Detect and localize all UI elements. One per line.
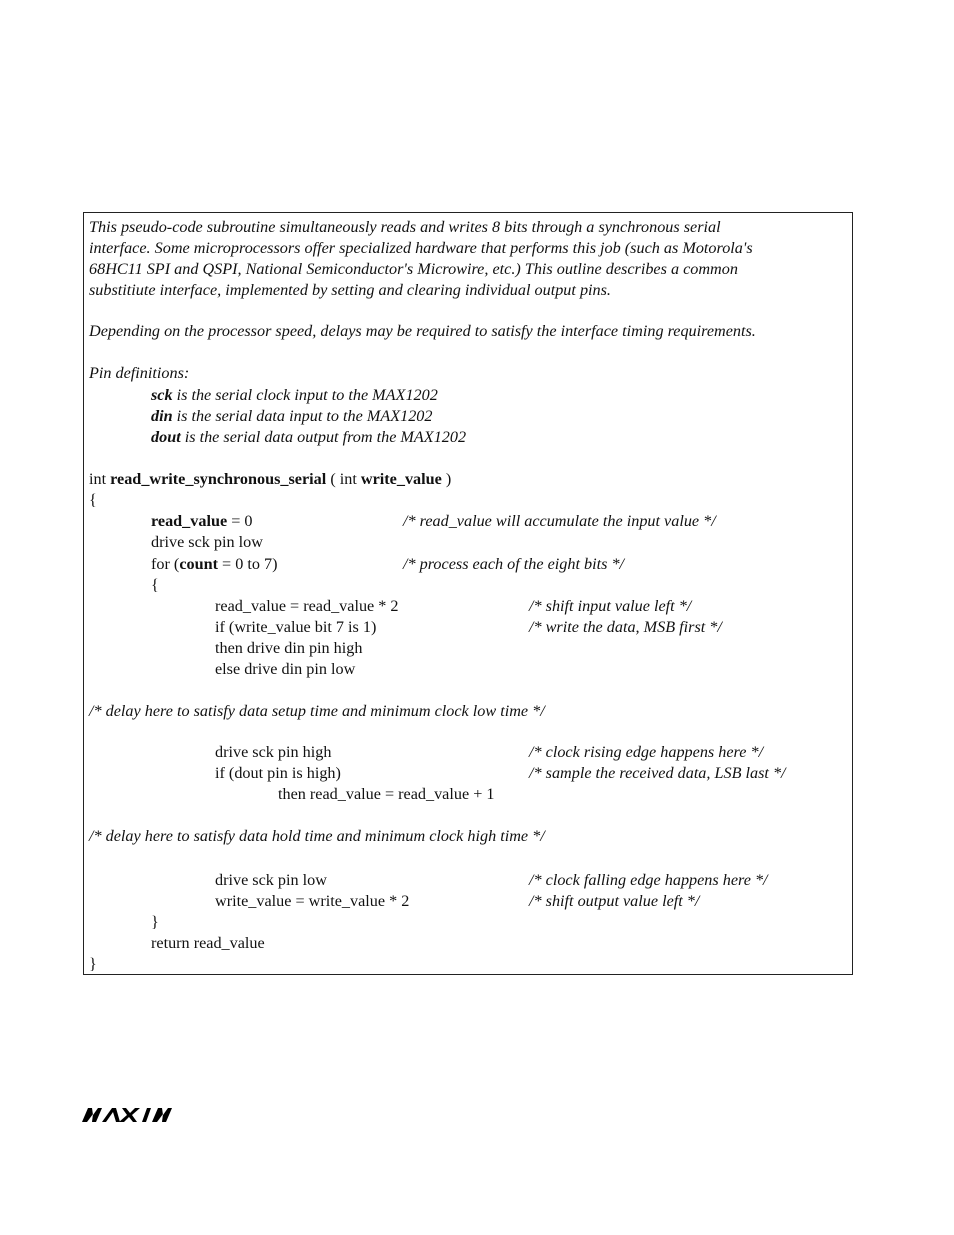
comment-delay-hold: /* delay here to satisfy data hold time and minimum clock high time */ [89,827,545,845]
pin-desc: is the serial clock input to the MAX1202 [172,386,438,404]
code-if-dout: if (dout pin is high) [215,764,341,782]
function-signature [89,469,451,489]
pin-name: dout [151,428,181,446]
pin-def-sck [151,385,438,405]
open-brace: { [89,491,97,509]
for-a: for ( [151,555,180,573]
param-name: write_value [360,470,442,488]
init-rest: = 0 [227,512,253,530]
comment-init: /* read_value will accumulate the input value */ [403,512,716,530]
loop-close-brace: } [151,913,159,931]
intro-line-4: substitiute interface, implemented by setting and clearing individual output pins. [89,281,611,299]
comment-if-write: /* write the data, MSB first */ [529,618,722,636]
function-name: read_write_synchronous_serial [110,470,327,488]
comment-shift-out: /* shift output value left */ [529,892,700,910]
intro-line-1: This pseudo-code subroutine simultaneously reads and writes 8 bits through a synchronous serial [89,218,721,236]
pin-def-dout [151,427,466,447]
comment-delay-setup: /* delay here to satisfy data setup time and minimum clock low time */ [89,702,545,720]
intro-line-2: interface. Some microprocessors offer specialized hardware that performs this job (such as Motorola's [89,239,753,257]
code-drive-low: drive sck pin low [151,533,263,551]
comment-shift-in: /* shift input value left */ [529,597,692,615]
comment-for: /* process each of the eight bits */ [403,555,625,573]
comment-sck-low: /* clock falling edge happens here */ [529,871,768,889]
comment-if-dout: /* sample the received data, LSB last */ [529,764,786,782]
code-if-write: if (write_value bit 7 is 1) [215,618,377,636]
init-var: read_value [151,512,228,530]
intro-line-3: 68HC11 SPI and QSPI, National Semiconductor's Microwire, etc.) This outline describes a common [89,260,738,278]
maxim-logo [82,1106,190,1129]
pin-name: sck [151,386,173,404]
sig-close: ) [441,470,452,488]
code-for [151,554,278,574]
delay-note: Depending on the processor speed, delays may be required to satisfy the interface timing requirements. [89,322,756,340]
loop-open-brace: { [151,576,159,594]
sig-int: int [89,470,111,488]
code-return: return read_value [151,934,265,952]
pin-definitions-heading: Pin definitions: [89,364,190,382]
pin-def-din [151,406,433,426]
sig-open: ( int [326,470,361,488]
code-else-low: else drive din pin low [215,660,356,678]
code-shift-out: write_value = write_value * 2 [215,892,410,910]
code-then-add: then read_value = read_value + 1 [278,785,495,803]
code-init [151,511,252,531]
for-b: = 0 to 7) [218,555,278,573]
code-shift-in: read_value = read_value * 2 [215,597,399,615]
for-var: count [179,555,218,573]
close-brace: } [89,955,97,973]
code-then-high: then drive din pin high [215,639,363,657]
comment-sck-high: /* clock rising edge happens here */ [529,743,764,761]
pin-desc: is the serial data output from the MAX1202 [180,428,467,446]
code-sck-high: drive sck pin high [215,743,332,761]
code-sck-low: drive sck pin low [215,871,327,889]
pin-desc: is the serial data input to the MAX1202 [172,407,433,425]
pin-name: din [151,407,173,425]
